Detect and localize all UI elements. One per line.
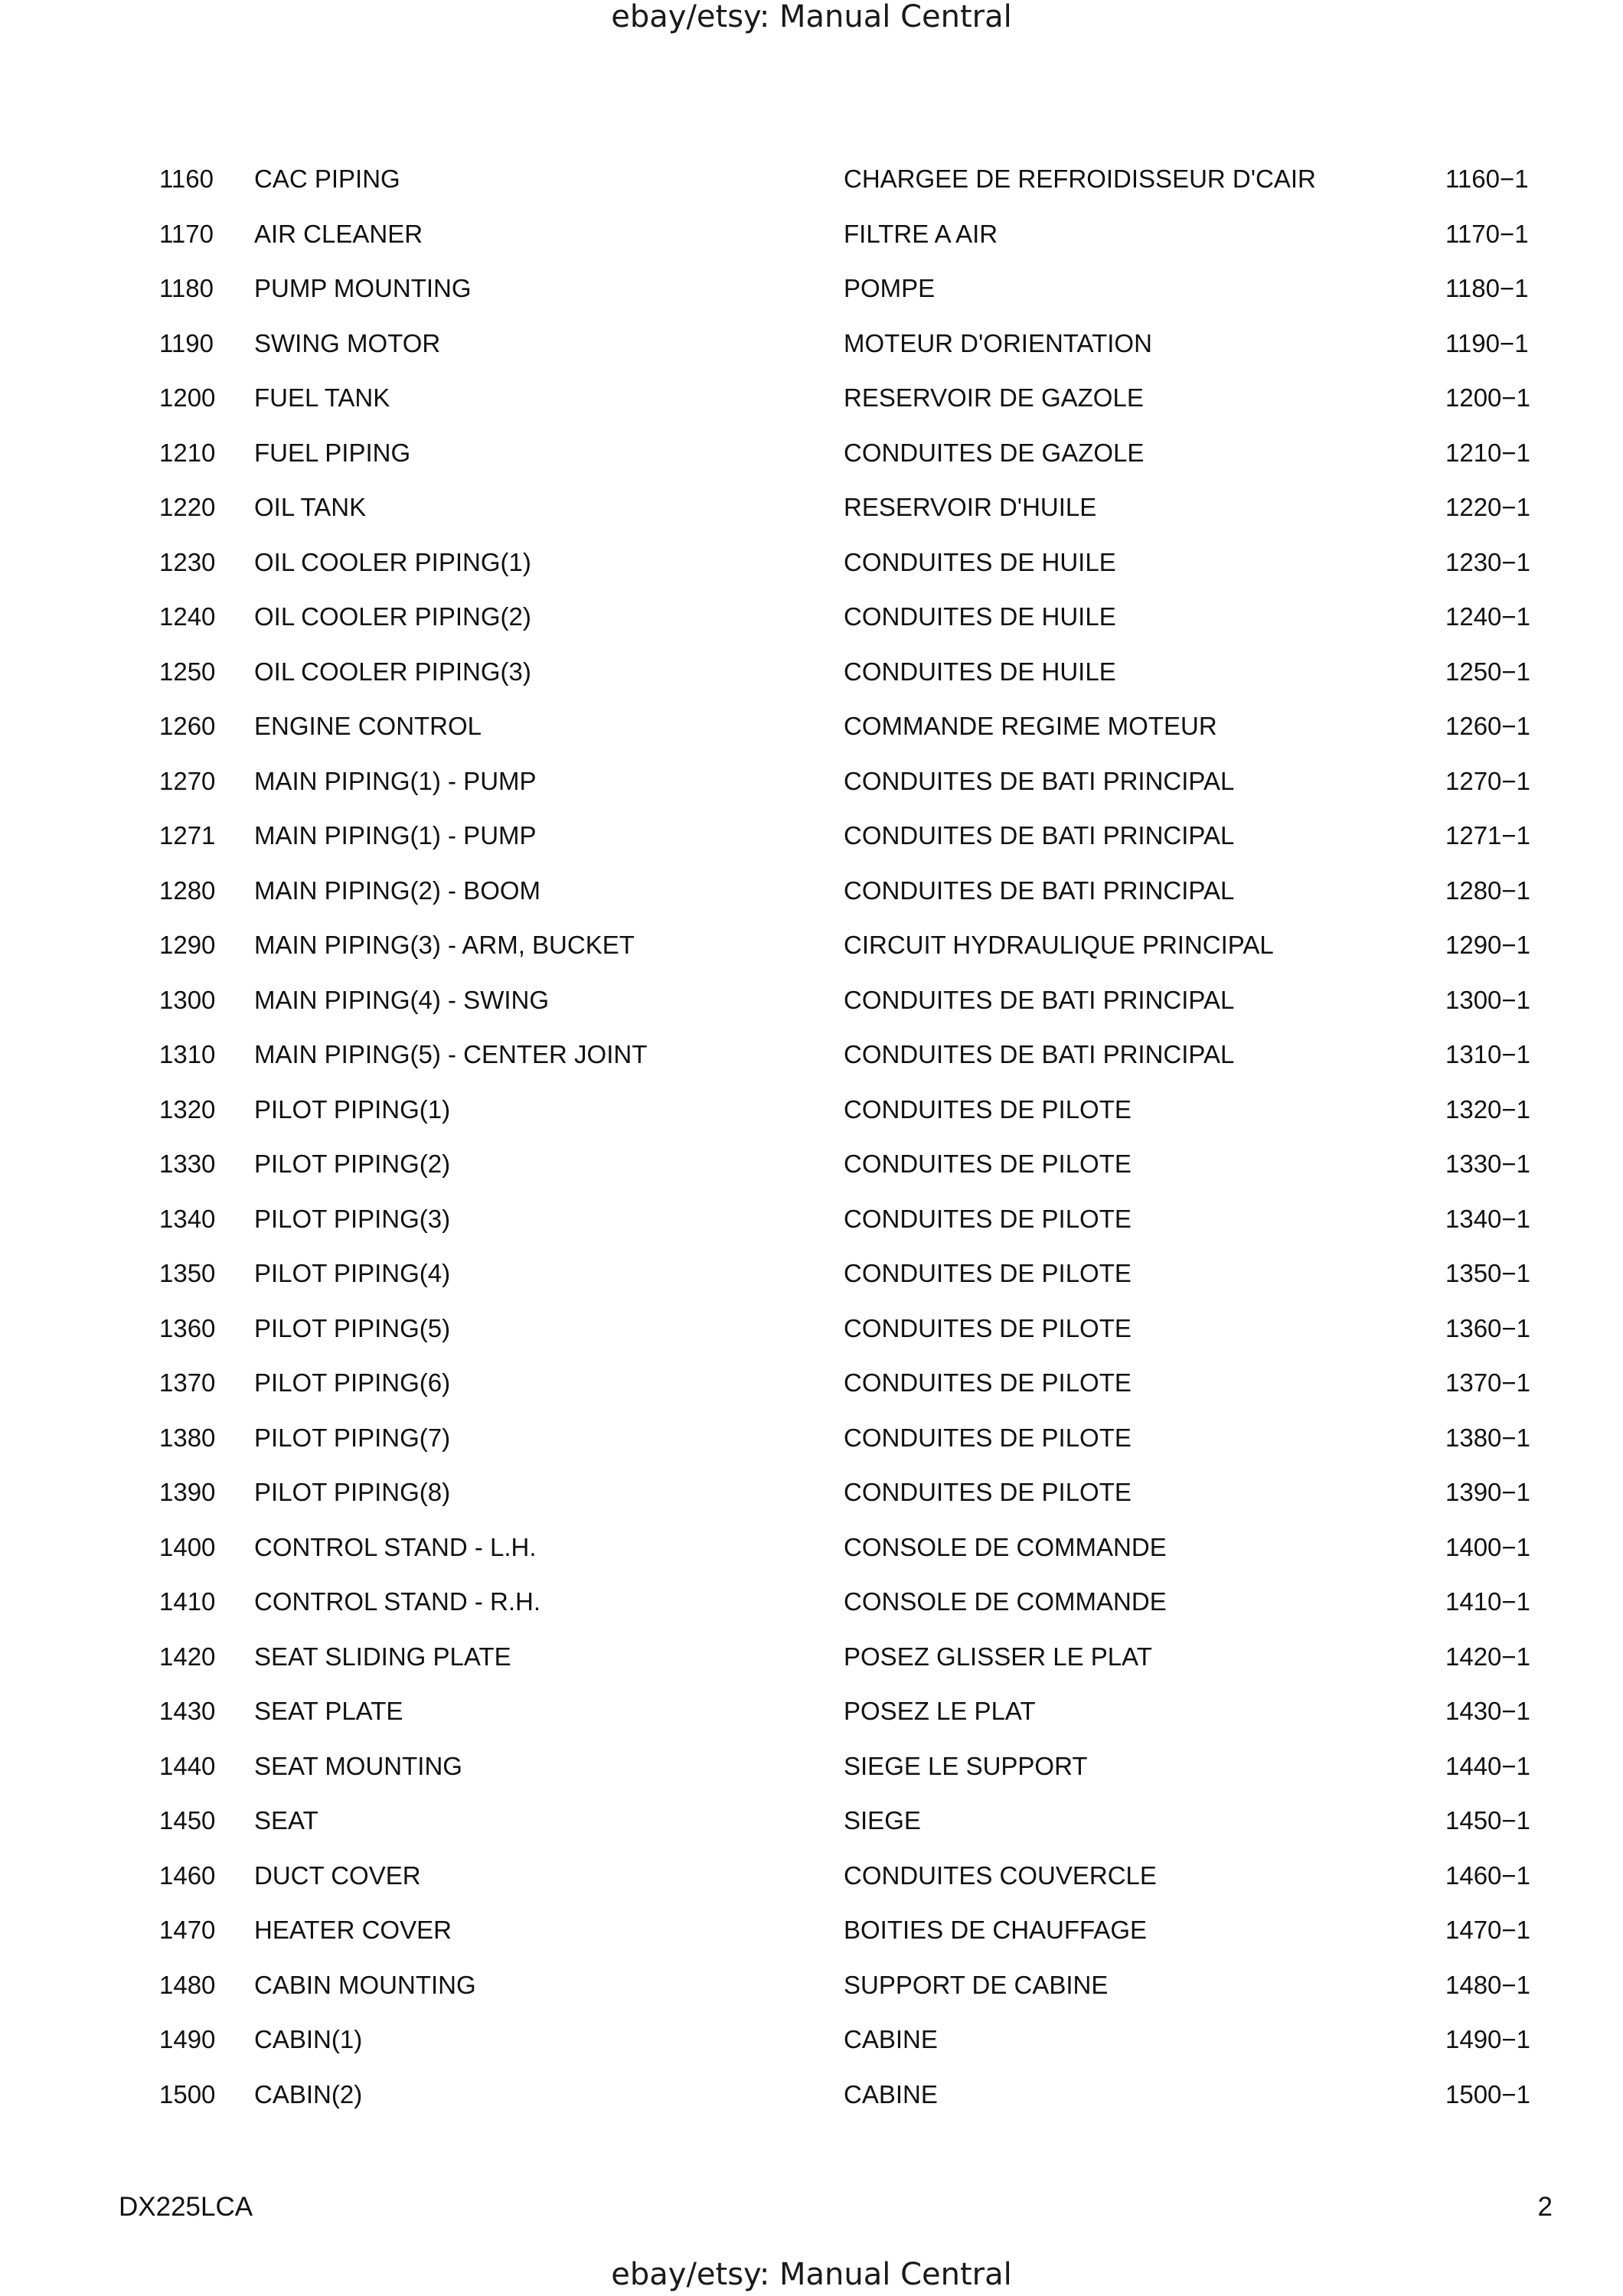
entry-number: 1480	[159, 1970, 216, 1999]
entry-page-ref: 1320−1	[1445, 1094, 1531, 1124]
entry-number: 1500	[159, 2079, 216, 2108]
entry-title-french: BOITIES DE CHAUFFAGE	[844, 1916, 1148, 1944]
entry-number: 1340	[159, 1204, 216, 1233]
footer-page-number: 2	[1537, 2192, 1553, 2222]
entry-page-ref: 1440−1	[1445, 1751, 1531, 1780]
toc-row	[0, 709, 1623, 765]
entry-page-ref: 1340−1	[1445, 1204, 1531, 1233]
toc-row	[0, 546, 1623, 601]
entry-title-english: PILOT PIPING(1)	[254, 1094, 451, 1124]
entry-page-ref: 1210−1	[1445, 438, 1531, 467]
entry-title-french: CABINE	[844, 2079, 938, 2108]
entry-page-ref: 1330−1	[1445, 1150, 1531, 1178]
toc-row	[0, 928, 1623, 983]
entry-title-french: CONDUITES DE BATI PRINCIPAL	[844, 821, 1235, 850]
entry-page-ref: 1380−1	[1445, 1423, 1531, 1452]
entry-number: 1271	[159, 821, 216, 850]
entry-page-ref: 1450−1	[1445, 1806, 1531, 1835]
toc-row	[0, 765, 1623, 820]
entry-page-ref: 1370−1	[1445, 1368, 1531, 1397]
entry-number: 1320	[159, 1094, 216, 1124]
entry-title-english: ENGINE CONTROL	[254, 712, 482, 740]
entry-page-ref: 1190−1	[1445, 328, 1529, 357]
entry-title-french: SUPPORT DE CABINE	[844, 1970, 1109, 1999]
toc-row	[0, 2023, 1623, 2078]
toc-row	[0, 217, 1623, 272]
entry-title-english: PILOT PIPING(7)	[254, 1423, 451, 1452]
watermark-top: ebay/etsy: Manual Central	[611, 0, 1012, 34]
toc-row	[0, 1202, 1623, 1257]
entry-title-english: PILOT PIPING(4)	[254, 1259, 451, 1287]
entry-title-english: SEAT SLIDING PLATE	[254, 1642, 511, 1671]
entry-title-english: CABIN(2)	[254, 2079, 363, 2108]
entry-number: 1310	[159, 1040, 216, 1068]
entry-page-ref: 1310−1	[1445, 1040, 1531, 1068]
entry-page-ref: 1220−1	[1445, 493, 1531, 521]
entry-title-english: CONTROL STAND - R.H.	[254, 1587, 541, 1616]
entry-title-english: MAIN PIPING(4) - SWING	[254, 985, 550, 1014]
entry-number: 1280	[159, 876, 216, 905]
entry-page-ref: 1300−1	[1445, 985, 1531, 1014]
entry-number: 1260	[159, 712, 216, 740]
entry-title-french: CONSOLE DE COMMANDE	[844, 1532, 1167, 1561]
entry-page-ref: 1230−1	[1445, 547, 1531, 576]
entry-title-english: OIL COOLER PIPING(1)	[254, 547, 531, 576]
entry-title-french: COMMANDE REGIME MOTEUR	[844, 712, 1217, 740]
entry-page-ref: 1260−1	[1445, 712, 1531, 740]
entry-title-french: POSEZ LE PLAT	[844, 1697, 1036, 1725]
entry-title-french: CONDUITES DE HUILE	[844, 602, 1116, 631]
entry-number: 1160	[159, 165, 214, 193]
toc-row	[0, 1038, 1623, 1093]
entry-page-ref: 1470−1	[1445, 1916, 1531, 1944]
entry-page-ref: 1400−1	[1445, 1532, 1531, 1561]
entry-title-french: CONSOLE DE COMMANDE	[844, 1587, 1167, 1616]
entry-page-ref: 1170−1	[1445, 219, 1529, 248]
entry-number: 1220	[159, 493, 216, 521]
footer-model: DX225LCA	[119, 2192, 253, 2222]
entry-title-english: MAIN PIPING(5) - CENTER JOINT	[254, 1040, 648, 1068]
entry-title-english: SEAT MOUNTING	[254, 1751, 462, 1780]
toc-row	[0, 436, 1623, 491]
entry-title-english: FUEL PIPING	[254, 438, 411, 467]
entry-title-french: CONDUITES DE PILOTE	[844, 1368, 1132, 1397]
entry-number: 1250	[159, 657, 216, 686]
entry-title-french: POMPE	[844, 274, 936, 302]
entry-title-english: PILOT PIPING(2)	[254, 1150, 451, 1178]
entry-page-ref: 1410−1	[1445, 1587, 1531, 1616]
entry-title-french: CONDUITES DE BATI PRINCIPAL	[844, 1040, 1235, 1068]
toc-row	[0, 272, 1623, 327]
entry-title-french: CONDUITES DE PILOTE	[844, 1423, 1132, 1452]
toc-row	[0, 1585, 1623, 1640]
toc-row	[0, 1750, 1623, 1805]
entry-page-ref: 1350−1	[1445, 1259, 1531, 1287]
toc-row	[0, 1312, 1623, 1367]
toc-row	[0, 1859, 1623, 1914]
toc-row	[0, 819, 1623, 874]
toc-row	[0, 1804, 1623, 1859]
entry-number: 1190	[159, 328, 214, 357]
entry-number: 1370	[159, 1368, 216, 1397]
entry-title-french: SIEGE	[844, 1806, 921, 1835]
entry-page-ref: 1240−1	[1445, 602, 1531, 631]
entry-title-english: OIL TANK	[254, 493, 367, 521]
entry-title-english: MAIN PIPING(1) - PUMP	[254, 766, 537, 795]
entry-title-english: OIL COOLER PIPING(3)	[254, 657, 531, 686]
entry-page-ref: 1360−1	[1445, 1313, 1531, 1342]
toc-row	[0, 162, 1623, 217]
entry-number: 1180	[159, 274, 214, 302]
entry-page-ref: 1270−1	[1445, 766, 1531, 795]
entry-page-ref: 1200−1	[1445, 383, 1531, 412]
toc-row	[0, 1421, 1623, 1476]
entry-number: 1170	[159, 219, 214, 248]
entry-number: 1350	[159, 1259, 216, 1287]
entry-title-english: CABIN(1)	[254, 2025, 363, 2053]
entry-page-ref: 1180−1	[1445, 274, 1529, 302]
toc-row	[0, 1694, 1623, 1750]
entry-page-ref: 1490−1	[1445, 2025, 1531, 2053]
entry-number: 1240	[159, 602, 216, 631]
entry-title-french: CONDUITES DE PILOTE	[844, 1094, 1132, 1124]
toc-row	[0, 1913, 1623, 1968]
entry-page-ref: 1460−1	[1445, 1861, 1531, 1890]
entry-title-english: PUMP MOUNTING	[254, 274, 472, 302]
toc-row	[0, 1093, 1623, 1148]
entry-number: 1270	[159, 766, 216, 795]
entry-number: 1330	[159, 1150, 216, 1178]
entry-page-ref: 1430−1	[1445, 1697, 1531, 1725]
entry-title-french: CONDUITES COUVERCLE	[844, 1861, 1157, 1890]
entry-title-english: SEAT	[254, 1806, 318, 1835]
entry-title-french: CONDUITES DE PILOTE	[844, 1313, 1132, 1342]
entry-title-english: PILOT PIPING(8)	[254, 1478, 451, 1506]
toc-row	[0, 381, 1623, 436]
entry-title-french: CONDUITES DE BATI PRINCIPAL	[844, 766, 1235, 795]
entry-title-french: FILTRE A AIR	[844, 219, 998, 248]
entry-number: 1470	[159, 1916, 216, 1944]
entry-title-english: CAC PIPING	[254, 165, 400, 193]
entry-page-ref: 1480−1	[1445, 1970, 1531, 1999]
entry-page-ref: 1500−1	[1445, 2079, 1531, 2108]
entry-number: 1390	[159, 1478, 216, 1506]
entry-number: 1200	[159, 383, 216, 412]
entry-title-english: OIL COOLER PIPING(2)	[254, 602, 531, 631]
entry-page-ref: 1290−1	[1445, 931, 1531, 959]
entry-title-french: CONDUITES DE PILOTE	[844, 1478, 1132, 1506]
entry-title-french: SIEGE LE SUPPORT	[844, 1751, 1088, 1780]
entry-number: 1430	[159, 1697, 216, 1725]
entry-title-french: CIRCUIT HYDRAULIQUE PRINCIPAL	[844, 931, 1274, 959]
toc-row	[0, 1366, 1623, 1421]
entry-title-french: CONDUITES DE HUILE	[844, 547, 1116, 576]
toc-row	[0, 2078, 1623, 2133]
entry-page-ref: 1160−1	[1445, 165, 1529, 193]
entry-title-french: RESERVOIR DE GAZOLE	[844, 383, 1144, 412]
entry-number: 1450	[159, 1806, 216, 1835]
entry-page-ref: 1250−1	[1445, 657, 1531, 686]
entry-title-french: RESERVOIR D'HUILE	[844, 493, 1097, 521]
entry-title-english: CABIN MOUNTING	[254, 1970, 476, 1999]
entry-number: 1360	[159, 1313, 216, 1342]
table-of-contents	[0, 162, 1623, 2132]
entry-title-english: CONTROL STAND - L.H.	[254, 1532, 537, 1561]
toc-row	[0, 1531, 1623, 1586]
entry-title-french: CHARGEE DE REFROIDISSEUR D'CAIR	[844, 165, 1316, 193]
entry-title-english: SWING MOTOR	[254, 328, 441, 357]
toc-row	[0, 655, 1623, 710]
entry-title-english: MAIN PIPING(2) - BOOM	[254, 876, 541, 905]
entry-title-english: PILOT PIPING(3)	[254, 1204, 451, 1233]
entry-title-english: MAIN PIPING(1) - PUMP	[254, 821, 537, 850]
entry-title-french: POSEZ GLISSER LE PLAT	[844, 1642, 1152, 1671]
toc-row	[0, 1147, 1623, 1202]
entry-title-french: CONDUITES DE GAZOLE	[844, 438, 1145, 467]
toc-row	[0, 874, 1623, 929]
toc-row	[0, 1476, 1623, 1531]
entry-number: 1400	[159, 1532, 216, 1561]
entry-number: 1300	[159, 985, 216, 1014]
entry-title-french: CONDUITES DE BATI PRINCIPAL	[844, 985, 1235, 1014]
entry-number: 1290	[159, 931, 216, 959]
entry-page-ref: 1420−1	[1445, 1642, 1531, 1671]
entry-title-english: MAIN PIPING(3) - ARM, BUCKET	[254, 931, 635, 959]
entry-number: 1230	[159, 547, 216, 576]
entry-number: 1460	[159, 1861, 216, 1890]
toc-row	[0, 1968, 1623, 2024]
toc-row	[0, 327, 1623, 382]
entry-title-french: CONDUITES DE PILOTE	[844, 1204, 1132, 1233]
entry-title-english: PILOT PIPING(6)	[254, 1368, 451, 1397]
entry-number: 1410	[159, 1587, 216, 1616]
entry-title-french: CONDUITES DE HUILE	[844, 657, 1116, 686]
toc-row	[0, 983, 1623, 1039]
entry-page-ref: 1280−1	[1445, 876, 1531, 905]
entry-title-french: MOTEUR D'ORIENTATION	[844, 328, 1152, 357]
entry-title-english: PILOT PIPING(5)	[254, 1313, 451, 1342]
toc-row	[0, 1640, 1623, 1695]
entry-title-english: HEATER COVER	[254, 1916, 452, 1944]
entry-title-french: CABINE	[844, 2025, 938, 2053]
entry-title-english: AIR CLEANER	[254, 219, 423, 248]
entry-number: 1420	[159, 1642, 216, 1671]
toc-row	[0, 1257, 1623, 1312]
entry-title-french: CONDUITES DE PILOTE	[844, 1259, 1132, 1287]
entry-title-french: CONDUITES DE BATI PRINCIPAL	[844, 876, 1235, 905]
watermark-bottom: ebay/etsy: Manual Central	[611, 2257, 1012, 2292]
entry-number: 1490	[159, 2025, 216, 2053]
entry-number: 1440	[159, 1751, 216, 1780]
entry-page-ref: 1271−1	[1445, 821, 1531, 850]
entry-title-english: FUEL TANK	[254, 383, 390, 412]
entry-title-english: DUCT COVER	[254, 1861, 421, 1890]
toc-row	[0, 600, 1623, 655]
entry-number: 1210	[159, 438, 216, 467]
entry-title-english: SEAT PLATE	[254, 1697, 403, 1725]
entry-page-ref: 1390−1	[1445, 1478, 1531, 1506]
entry-title-french: CONDUITES DE PILOTE	[844, 1150, 1132, 1178]
entry-number: 1380	[159, 1423, 216, 1452]
toc-row	[0, 491, 1623, 546]
